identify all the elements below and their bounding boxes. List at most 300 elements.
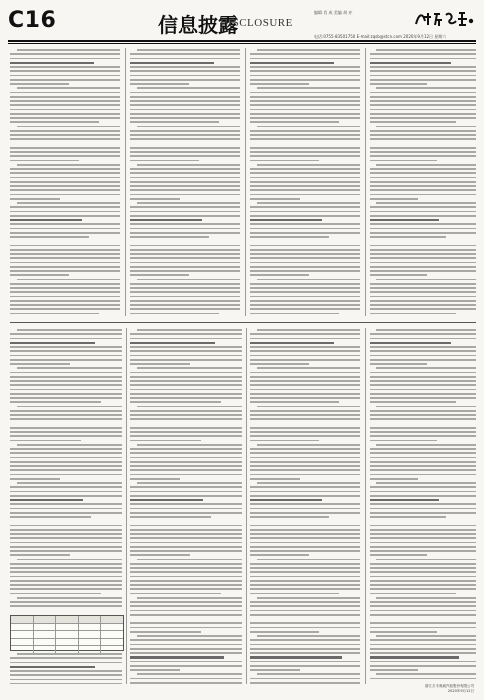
text-bar xyxy=(250,283,360,285)
text-bar xyxy=(130,151,240,153)
text-bar xyxy=(10,397,122,399)
text-bar xyxy=(376,164,476,166)
text-bar xyxy=(10,253,120,255)
text-bar xyxy=(370,499,439,501)
text-bar xyxy=(370,533,476,535)
text-bar xyxy=(370,219,439,221)
text-bar xyxy=(130,172,240,174)
text-bar xyxy=(370,525,476,527)
text-bar xyxy=(250,474,360,476)
text-bar xyxy=(130,66,240,68)
text-bar xyxy=(370,215,476,217)
text-bar xyxy=(250,427,360,429)
text-bar xyxy=(137,87,240,89)
text-bar xyxy=(130,431,242,433)
text-bar xyxy=(370,529,476,531)
text-bar xyxy=(130,401,221,403)
column-divider xyxy=(245,48,246,316)
text-bar xyxy=(130,83,189,85)
text-bar xyxy=(130,571,242,573)
text-bar xyxy=(137,406,242,408)
text-bar xyxy=(370,274,427,276)
text-bar xyxy=(370,656,459,658)
text-bar xyxy=(130,232,240,234)
text-bar xyxy=(10,666,95,668)
text-bar xyxy=(130,652,242,654)
text-bar xyxy=(10,384,122,386)
text-bar xyxy=(10,350,122,352)
text-bar xyxy=(370,580,476,582)
text-bar xyxy=(370,304,476,306)
text-bar xyxy=(250,70,360,72)
text-bar xyxy=(370,151,476,153)
text-bar xyxy=(250,168,360,170)
article-column xyxy=(130,328,242,684)
column-divider xyxy=(126,328,127,684)
text-bar xyxy=(10,389,122,391)
text-bar xyxy=(250,151,360,153)
text-bar xyxy=(250,245,360,247)
text-bar xyxy=(17,202,120,204)
text-bar xyxy=(10,546,122,548)
text-bar xyxy=(370,350,476,352)
text-bar xyxy=(370,155,476,157)
text-bar xyxy=(250,452,360,454)
contact-meta: 电话:0755-83501750 E-mail:zqsb@stcn.com 2020年9月12日 星期六 xyxy=(314,34,447,39)
text-bar xyxy=(130,622,242,624)
text-bar xyxy=(250,495,360,497)
text-bar xyxy=(130,465,242,467)
text-bar xyxy=(250,546,360,548)
text-bar xyxy=(10,138,120,140)
text-bar xyxy=(250,249,360,251)
text-bar xyxy=(10,414,122,416)
text-bar xyxy=(370,593,456,595)
text-bar xyxy=(10,401,101,403)
text-bar xyxy=(130,542,242,544)
text-bar xyxy=(250,346,360,348)
text-bar xyxy=(250,53,360,55)
text-bar xyxy=(10,605,122,607)
text-bar xyxy=(130,113,240,115)
text-bar xyxy=(370,486,476,488)
text-bar xyxy=(250,571,360,573)
article-column xyxy=(10,48,120,316)
text-bar xyxy=(250,384,360,386)
text-bar xyxy=(250,96,360,98)
text-bar xyxy=(10,249,120,251)
text-bar xyxy=(10,172,120,174)
text-bar xyxy=(370,134,476,136)
text-bar xyxy=(257,329,360,331)
text-bar xyxy=(10,376,122,378)
text-bar xyxy=(130,338,242,340)
text-bar xyxy=(370,177,476,179)
text-bar xyxy=(10,372,122,374)
text-bar xyxy=(370,346,476,348)
text-bar xyxy=(10,177,120,179)
text-bar xyxy=(257,406,360,408)
text-bar xyxy=(257,49,360,51)
text-bar xyxy=(17,444,122,446)
text-bar xyxy=(130,457,242,459)
text-bar xyxy=(257,279,360,281)
text-bar xyxy=(250,448,360,450)
text-bar xyxy=(130,478,180,480)
text-bar xyxy=(370,393,476,395)
text-bar xyxy=(10,287,120,289)
text-bar xyxy=(130,130,240,132)
text-bar xyxy=(250,682,360,684)
text-bar xyxy=(250,219,322,221)
text-bar xyxy=(250,605,360,607)
text-bar xyxy=(370,452,476,454)
text-bar xyxy=(10,215,120,217)
text-bar xyxy=(250,270,360,272)
text-bar xyxy=(376,202,476,204)
text-bar xyxy=(130,355,242,357)
text-bar xyxy=(250,656,342,658)
text-bar xyxy=(10,452,122,454)
text-bar xyxy=(10,66,120,68)
text-bar xyxy=(10,155,120,157)
text-bar xyxy=(250,232,360,234)
text-bar xyxy=(250,134,360,136)
text-bar xyxy=(250,313,339,315)
text-bar xyxy=(10,117,120,119)
text-bar xyxy=(250,601,360,603)
text-bar xyxy=(130,206,240,208)
text-bar xyxy=(376,126,476,128)
text-bar xyxy=(370,457,476,459)
text-bar xyxy=(370,113,476,115)
text-bar xyxy=(250,376,360,378)
text-bar xyxy=(370,355,476,357)
text-bar xyxy=(137,559,242,561)
text-bar xyxy=(10,359,122,361)
text-bar xyxy=(250,622,360,624)
text-bar xyxy=(250,287,360,289)
text-bar xyxy=(10,130,120,132)
text-bar xyxy=(10,508,122,510)
text-bar xyxy=(130,346,242,348)
text-bar xyxy=(10,245,120,247)
text-bar xyxy=(250,266,360,268)
text-bar xyxy=(250,350,360,352)
text-bar xyxy=(250,512,360,514)
text-bar xyxy=(130,656,224,658)
article-column xyxy=(130,48,240,316)
text-bar xyxy=(370,665,476,667)
text-bar xyxy=(370,567,476,569)
text-bar xyxy=(250,380,360,382)
text-bar xyxy=(376,635,476,637)
text-bar xyxy=(370,661,476,663)
text-bar xyxy=(130,648,242,650)
text-bar xyxy=(130,474,242,476)
text-bar xyxy=(10,486,122,488)
text-bar xyxy=(17,406,122,408)
text-bar xyxy=(130,249,240,251)
text-bar xyxy=(370,652,476,654)
text-bar xyxy=(17,367,122,369)
masthead-logo xyxy=(413,9,475,29)
text-line xyxy=(250,681,360,684)
text-bar xyxy=(250,529,360,531)
text-bar xyxy=(370,410,476,412)
text-bar xyxy=(250,79,360,81)
text-bar xyxy=(130,461,242,463)
text-bar xyxy=(370,342,451,344)
text-bar xyxy=(250,461,360,463)
text-bar xyxy=(130,79,240,81)
text-bar xyxy=(130,219,202,221)
text-bar xyxy=(370,503,476,505)
text-bar xyxy=(250,516,329,518)
text-bar xyxy=(250,296,360,298)
text-bar xyxy=(130,372,242,374)
text-bar xyxy=(370,53,476,55)
text-bar xyxy=(130,53,240,55)
text-bar xyxy=(130,304,240,306)
text-bar xyxy=(370,130,476,132)
text-bar xyxy=(10,62,94,64)
text-bar xyxy=(250,138,360,140)
text-bar xyxy=(10,274,69,276)
text-bar xyxy=(250,274,309,276)
text-bar xyxy=(250,215,360,217)
text-bar xyxy=(370,584,476,586)
text-bar xyxy=(10,147,120,149)
text-bar xyxy=(130,627,242,629)
text-bar xyxy=(130,550,242,552)
text-bar xyxy=(370,121,456,123)
text-bar xyxy=(250,257,360,259)
text-bar xyxy=(370,648,476,650)
text-bar xyxy=(130,644,242,646)
text-bar xyxy=(370,70,476,72)
text-bar xyxy=(10,499,83,501)
text-bar xyxy=(370,576,476,578)
text-bar xyxy=(10,266,120,268)
text-bar xyxy=(10,96,120,98)
text-bar xyxy=(370,461,476,463)
text-bar xyxy=(10,512,122,514)
text-bar xyxy=(10,333,122,335)
text-bar xyxy=(10,300,120,302)
text-bar xyxy=(370,631,437,633)
text-bar xyxy=(250,431,360,433)
text-bar xyxy=(370,249,476,251)
text-bar xyxy=(137,367,242,369)
text-bar xyxy=(250,363,309,365)
text-bar xyxy=(130,287,240,289)
text-bar xyxy=(130,194,240,196)
text-bar xyxy=(130,546,242,548)
text-bar xyxy=(250,533,360,535)
text-bar xyxy=(10,525,122,527)
text-bar xyxy=(257,87,360,89)
text-bar xyxy=(10,567,122,569)
text-bar xyxy=(10,478,60,480)
text-bar xyxy=(370,563,476,565)
text-bar xyxy=(130,121,219,123)
text-bar xyxy=(10,313,99,315)
text-bar xyxy=(250,147,360,149)
text-line xyxy=(130,681,242,684)
text-bar xyxy=(10,593,101,595)
text-bar xyxy=(130,533,242,535)
page-header xyxy=(8,6,476,42)
text-bar xyxy=(130,215,240,217)
text-bar xyxy=(130,363,190,365)
text-bar xyxy=(130,160,199,162)
article-column xyxy=(250,328,360,684)
text-bar xyxy=(370,83,427,85)
text-bar xyxy=(130,563,242,565)
text-bar xyxy=(137,279,240,281)
text-bar xyxy=(370,333,476,335)
text-bar xyxy=(250,300,360,302)
text-bar xyxy=(370,469,476,471)
text-bar xyxy=(130,678,242,680)
text-bar xyxy=(370,75,476,77)
text-bar xyxy=(130,291,240,293)
text-bar xyxy=(370,283,476,285)
text-bar xyxy=(250,100,360,102)
text-bar xyxy=(370,669,418,671)
text-bar xyxy=(250,491,360,493)
text-bar xyxy=(250,181,360,183)
text-bar xyxy=(370,211,476,213)
text-bar xyxy=(250,236,329,238)
text-bar xyxy=(10,683,122,684)
text-bar xyxy=(250,401,339,403)
text-bar xyxy=(17,597,122,599)
text-bar xyxy=(10,427,122,429)
text-bar xyxy=(10,601,122,603)
text-bar xyxy=(250,397,360,399)
text-bar xyxy=(250,576,360,578)
text-bar xyxy=(10,262,120,264)
section-rule xyxy=(10,322,476,323)
page-number: C16 xyxy=(8,8,57,33)
text-bar xyxy=(250,104,360,106)
text-bar xyxy=(370,291,476,293)
text-bar xyxy=(370,206,476,208)
text-bar xyxy=(370,160,437,162)
text-bar xyxy=(250,410,360,412)
text-bar xyxy=(250,440,319,442)
text-bar xyxy=(370,58,476,60)
text-bar xyxy=(130,516,211,518)
text-bar xyxy=(10,469,122,471)
text-bar xyxy=(370,257,476,259)
text-bar xyxy=(130,610,242,612)
text-bar xyxy=(130,308,240,310)
text-bar xyxy=(130,554,190,556)
text-bar xyxy=(250,389,360,391)
text-bar xyxy=(130,313,219,315)
text-bar xyxy=(10,211,120,213)
text-bar xyxy=(10,109,120,111)
text-bar xyxy=(370,185,476,187)
text-bar xyxy=(130,669,180,671)
text-bar xyxy=(10,503,122,505)
text-bar xyxy=(370,270,476,272)
text-bar xyxy=(370,96,476,98)
text-bar xyxy=(370,313,456,315)
text-bar xyxy=(130,342,215,344)
text-bar xyxy=(376,87,476,89)
text-bar xyxy=(17,653,122,655)
text-bar xyxy=(257,559,360,561)
text-bar xyxy=(130,96,240,98)
text-bar xyxy=(370,245,476,247)
column-divider xyxy=(125,48,126,316)
text-bar xyxy=(370,389,476,391)
text-bar xyxy=(250,262,360,264)
text-bar xyxy=(130,605,242,607)
text-bar xyxy=(370,262,476,264)
text-bar xyxy=(10,516,91,518)
text-bar xyxy=(250,308,360,310)
text-bar xyxy=(137,597,242,599)
text-bar xyxy=(370,363,427,365)
text-bar xyxy=(10,542,122,544)
text-bar xyxy=(130,75,240,77)
text-bar xyxy=(130,189,240,191)
text-bar xyxy=(250,631,319,633)
text-bar xyxy=(130,253,240,255)
text-bar xyxy=(10,194,120,196)
text-bar xyxy=(370,414,476,416)
text-bar xyxy=(130,376,242,378)
text-bar xyxy=(250,228,360,230)
text-bar xyxy=(250,253,360,255)
text-bar xyxy=(10,342,95,344)
text-bar xyxy=(257,482,360,484)
text-bar xyxy=(130,211,240,213)
text-bar xyxy=(10,70,120,72)
section-title: 信息披露 xyxy=(158,13,238,37)
article-column xyxy=(370,48,476,316)
text-bar xyxy=(130,639,242,641)
text-bar xyxy=(10,418,122,420)
text-bar xyxy=(17,126,120,128)
header-rule-thin xyxy=(8,43,476,44)
text-bar xyxy=(10,75,120,77)
text-bar xyxy=(370,571,476,573)
text-bar xyxy=(137,482,242,484)
text-bar xyxy=(10,232,120,234)
text-bar xyxy=(130,333,242,335)
text-bar xyxy=(250,478,300,480)
text-bar xyxy=(10,291,120,293)
text-bar xyxy=(370,588,476,590)
text-bar xyxy=(370,622,476,624)
text-bar xyxy=(137,126,240,128)
text-bar xyxy=(10,257,120,259)
text-bar xyxy=(370,550,476,552)
text-bar xyxy=(370,546,476,548)
text-bar xyxy=(370,338,476,340)
text-bar xyxy=(10,584,122,586)
text-bar xyxy=(130,245,240,247)
text-bar xyxy=(376,444,476,446)
text-bar xyxy=(257,673,360,675)
text-line xyxy=(370,677,476,681)
